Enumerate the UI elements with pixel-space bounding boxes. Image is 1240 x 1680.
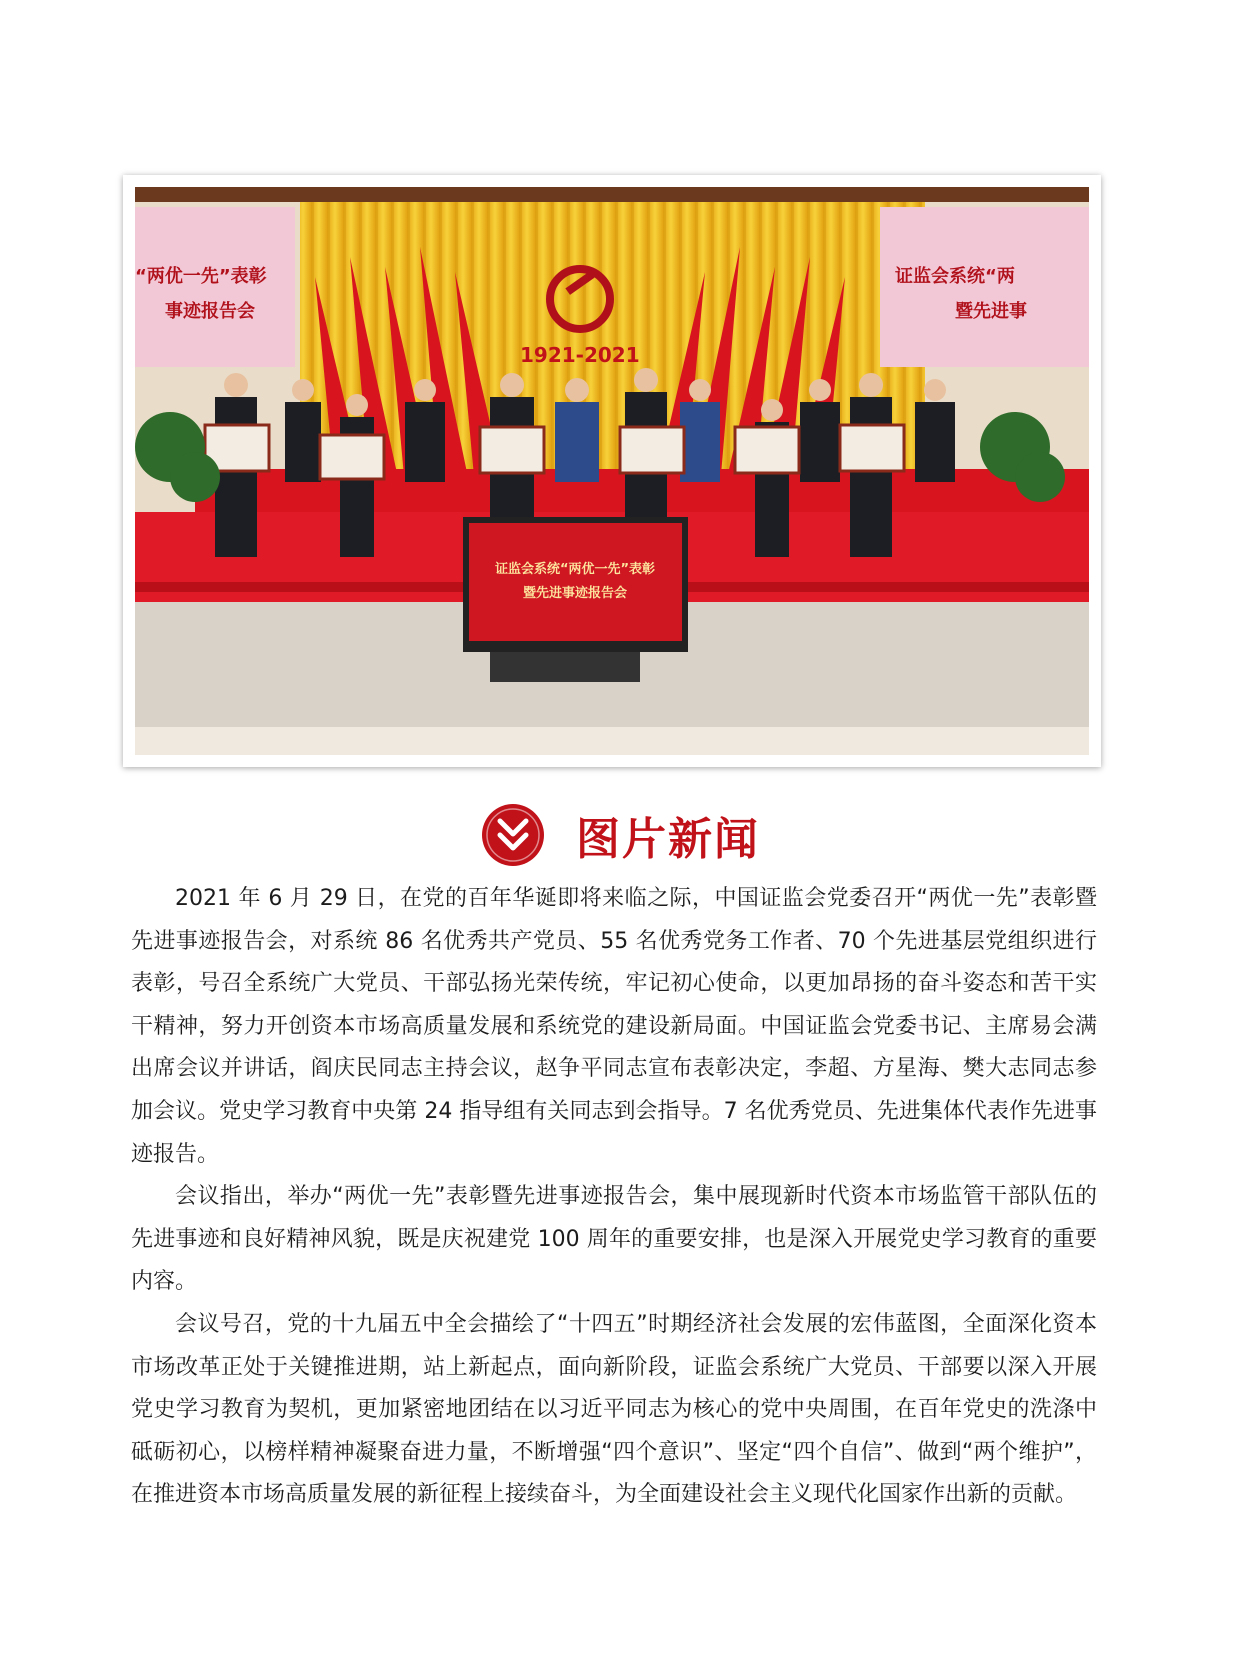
section-title: 图片新闻 <box>576 814 760 865</box>
section-heading <box>0 800 1240 870</box>
monitor-screen <box>469 523 682 641</box>
article-paragraph-3: 会议号召，党的十九届五中全会描绘了“十四五”时期经济社会发展的宏伟蓝图，全面深化资本市场改革正处于关键推进期，站上新起点，面向新阶段，证监会系统广大党员、干部要以深入开展党史学习教育为契机，更加紧密地团结在以习近平同志为核心的党中央周围，在百年党史的洗涤中砥砺初心，以榜样精神凝聚奋进力量，不断增强“四个意识”、坚定“四个自信”、做到“两个维护”，在推进资本市场高质量发展的新征程上接续奋斗，为全面建设社会主义现代化国家作出新的贡献。 <box>131 1311 1097 1508</box>
monitor-line1: 证监会系统“两优一先”表彰 <box>494 562 656 577</box>
news-photo <box>135 187 1089 755</box>
floor-foreground <box>135 727 1089 755</box>
monitor-line2: 暨先进事迹报告会 <box>522 586 628 601</box>
article-paragraph-2: 会议指出，举办“两优一先”表彰暨先进事迹报告会，集中展现新时代资本市场监管干部队伍的先进事迹和良好精神风貌，既是庆祝建党 100 周年的重要安排，也是深入开展党史学习教育的重要内容。 <box>131 1184 1097 1295</box>
right-banner-line2: 暨先进事 <box>955 301 1027 322</box>
double-chevron-down-icon <box>480 802 546 868</box>
emblem-years: 1921-2021 <box>520 343 640 367</box>
article-body <box>131 878 1097 1517</box>
right-banner-screen <box>880 207 1089 367</box>
left-banner-screen <box>135 207 295 367</box>
monitor-stand <box>490 652 640 682</box>
left-banner-line2: 事迹报告会 <box>165 301 255 322</box>
news-photo-frame <box>123 175 1101 767</box>
left-banner-line1: “两优一先”表彰 <box>135 266 267 287</box>
right-banner-line1: 证监会系统“两 <box>895 266 1015 287</box>
article-paragraph-1: 2021 年 6 月 29 日，在党的百年华诞即将来临之际，中国证监会党委召开“两优一先”表彰暨先进事迹报告会，对系统 86 名优秀共产党员、55 名优秀党务工作者、70 个先进基层党组织进行表彰，号召全系统广大党员、干部弘扬光荣传统，牢记初心使命，以更加昂扬的奋斗姿态和苦干实干精神，努力开创资本市场高质量发展和系统党的建设新局面。中国证监会党委书记、主席易会满出席会议并讲话，阎庆民同志主持会议，赵争平同志宣布表彰决定，李超、方星海、樊大志同志参加会议。党史学习教育中央第 24 指导组有关同志到会指导。7 名优秀党员、先进集体代表作先进事迹报告。 <box>131 886 1097 1167</box>
